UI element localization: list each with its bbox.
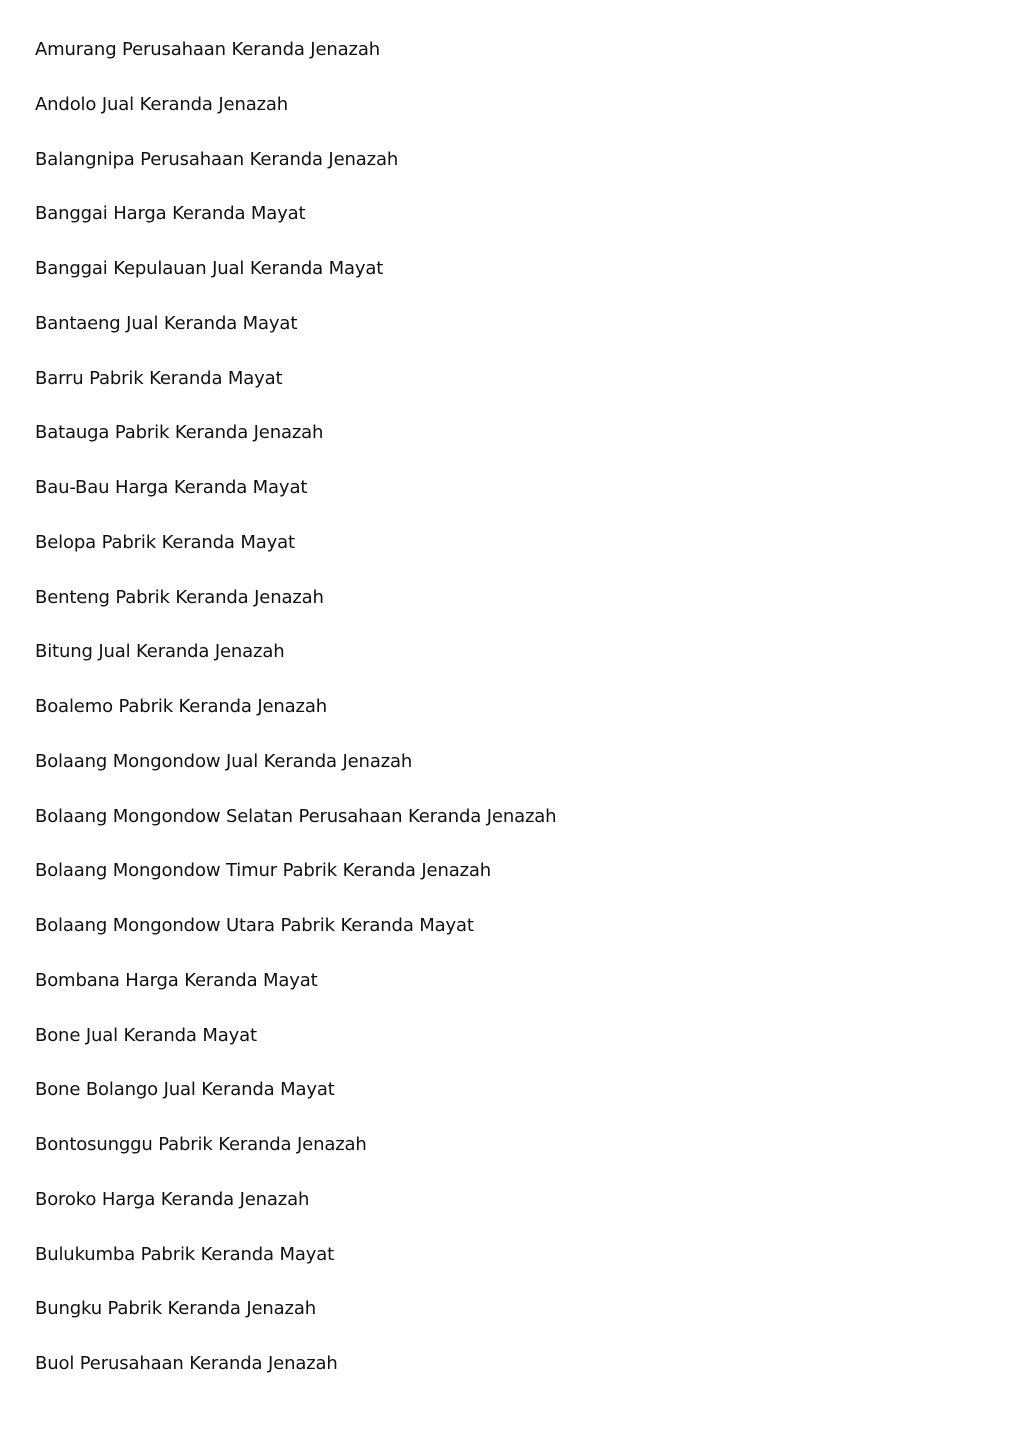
list-item: Barru Pabrik Keranda Mayat (35, 367, 283, 389)
list-item: Bitung Jual Keranda Jenazah (35, 641, 285, 663)
list-item: Batauga Pabrik Keranda Jenazah (35, 422, 324, 444)
list-item: Belopa Pabrik Keranda Mayat (35, 531, 295, 553)
list-item: Bolaang Mongondow Selatan Perusahaan Keranda Jenazah (35, 805, 557, 827)
list-item: Benteng Pabrik Keranda Jenazah (35, 586, 324, 608)
list-item: Bontosunggu Pabrik Keranda Jenazah (35, 1134, 367, 1155)
entry-list (35, 36, 995, 1405)
list-item: Bungku Pabrik Keranda Jenazah (35, 1298, 316, 1320)
list-item: Boalemo Pabrik Keranda Jenazah (35, 696, 327, 717)
list-item: Banggai Kepulauan Jual Keranda Mayat (35, 258, 384, 279)
list-item: Bulukumba Pabrik Keranda Mayat (35, 1243, 335, 1265)
list-item: Bombana Harga Keranda Mayat (35, 969, 318, 991)
list-item: Bone Bolango Jual Keranda Mayat (35, 1079, 335, 1101)
list-item: Andolo Jual Keranda Jenazah (35, 93, 289, 115)
list-item: Bau-Bau Harga Keranda Mayat (35, 477, 308, 498)
list-item: Bone Jual Keranda Mayat (35, 1024, 257, 1046)
list-item: Bolaang Mongondow Utara Pabrik Keranda Mayat (35, 915, 474, 936)
list-item: Bolaang Mongondow Jual Keranda Jenazah (35, 750, 413, 772)
list-item: Bantaeng Jual Keranda Mayat (35, 312, 298, 334)
document-page (35, 36, 995, 1405)
list-item: Boroko Harga Keranda Jenazah (35, 1188, 310, 1210)
list-item: Balangnipa Perusahaan Keranda Jenazah (35, 148, 399, 170)
list-item: Bolaang Mongondow Timur Pabrik Keranda Jenazah (35, 860, 492, 882)
list-item: Amurang Perusahaan Keranda Jenazah (35, 39, 380, 60)
list-item: Banggai Harga Keranda Mayat (35, 203, 306, 225)
list-item: Buol Perusahaan Keranda Jenazah (35, 1353, 338, 1374)
